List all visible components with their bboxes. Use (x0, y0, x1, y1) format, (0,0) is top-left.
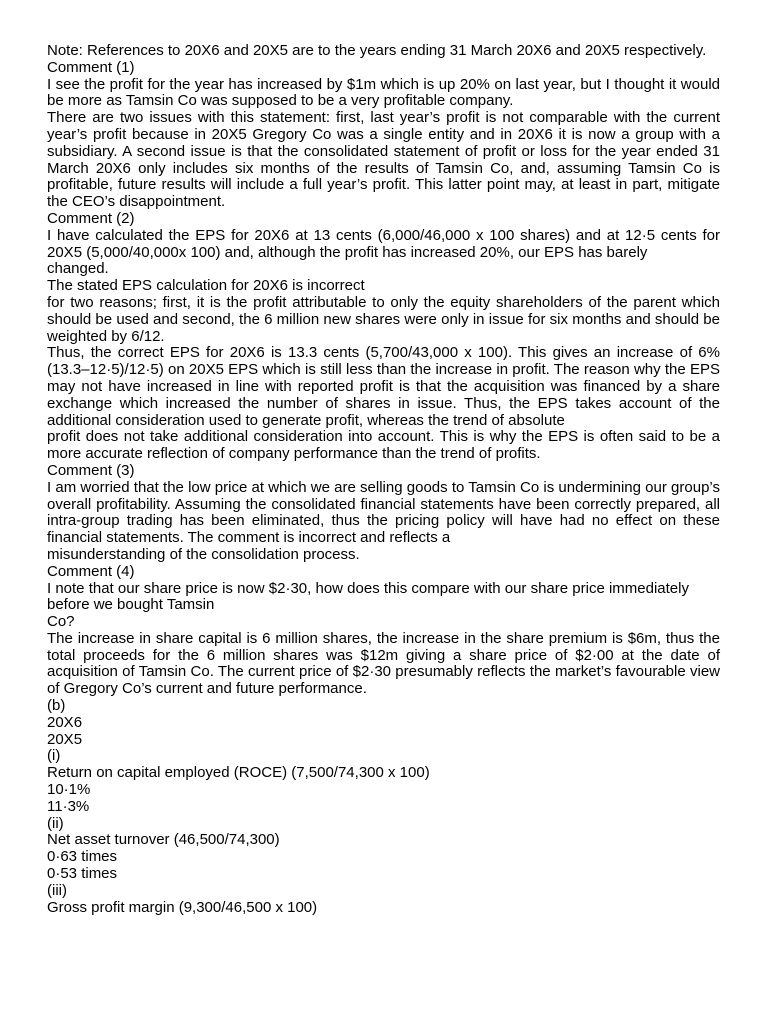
note-paragraph: Note: References to 20X6 and 20X5 are to the years ending 31 March 20X6 and 20X5 respectively. (47, 42, 707, 59)
ratio-1-value-20x6: 10·1% (47, 781, 91, 799)
document-page (47, 43, 720, 916)
ratio-3-label: (iii) (47, 881, 67, 899)
comment-2-response-intro: The stated EPS calculation for 20X6 is incorrect (47, 277, 365, 295)
comment-2-quote: I have calculated the EPS for 20X6 at 13 cents (6,000/46,000 x 100 shares) and at 12·5 cents for 20X5 (5,000/40,000x 100) and, although the profit has increased 20%, our EPS has barely (47, 226, 720, 261)
comment-4-quote-end: Co? (47, 613, 75, 631)
comment-3-text-end: misunderstanding of the consolidation process. (47, 545, 360, 563)
comment-2-heading: Comment (2) (47, 209, 135, 227)
ratio-2-label: (ii) (47, 814, 64, 832)
column-year-20x6: 20X6 (47, 713, 83, 731)
comment-4-response: The increase in share capital is 6 million shares, the increase in the share premium is $6m, thus the total proceeds for the 6 million shares was $12m giving a share price of $2·00 at the date of acquisition of Tamsin Co. The current price of $2·30 presumably reflects the market’s favourable view of Gregory Co’s current and future performance. (47, 629, 720, 698)
comment-2-response-explanation: Thus, the correct EPS for 20X6 is 13.3 cents (5,700/43,000 x 100). This gives an increase of 6% (13.3–12·5)/12·5) on 20X5 EPS which is still less than the increase in profit. The reason why the EPS may not have increased in line with reported profit is that the acquisition was financed by a share exchange which increased the number of shares in issue. Thus, the EPS takes account of the additional consideration used to generate profit, whereas the trend of absolute (47, 344, 720, 429)
comment-1-response: There are two issues with this statement: first, last year’s profit is not comparable with the current year’s profit because in 20X5 Gregory Co was a single entity and in 20X6 it is now a group with a subsidiary. A second issue is that the consolidated statement of profit or loss for the year ended 31 March 20X6 only includes six months of the results of Tamsin Co, and, assuming Tamsin Co is profitable, future results will include a full year’s profit. This latter point may, at least in part, mitigate the CEO’s disappointment. (47, 109, 720, 211)
comment-3-heading: Comment (3) (47, 461, 135, 479)
comment-1-heading: Comment (1) (47, 58, 135, 76)
comment-4-quote: I note that our share price is now $2·30, how does this compare with our share price immediately before we bought Tamsin (47, 579, 689, 614)
comment-3-text: I am worried that the low price at which we are selling goods to Tamsin Co is undermining our group’s overall profitability. Assuming the consolidated financial statements have been correctly prepared, all intra-group trading has been eliminated, thus the pricing policy will have had no effect on these financial statements. The comment is incorrect and reflects a (47, 478, 720, 547)
comment-2-response-reasons: for two reasons; first, it is the profit attributable to only the equity shareholders of the parent which should be used and second, the 6 million new shares were only in issue for six months and should be weighted by 6/12. (47, 293, 720, 345)
comment-4-heading: Comment (4) (47, 562, 135, 580)
column-year-20x5: 20X5 (47, 730, 83, 748)
comment-1-quote: I see the profit for the year has increased by $1m which is up 20% on last year, but I thought it would be more as Tamsin Co was supposed to be a very profitable company. (47, 75, 720, 110)
comment-2-response-conclusion: profit does not take additional consideration into account. This is why the EPS is often said to be a more accurate reflection of company performance than the trend of profits. (47, 428, 720, 463)
ratio-1-label: (i) (47, 747, 61, 765)
comment-2-quote-end: changed. (47, 260, 109, 278)
ratio-2-value-20x5: 0·53 times (47, 865, 118, 883)
ratio-2-name: Net asset turnover (46,500/74,300) (47, 831, 280, 849)
ratio-1-name: Return on capital employed (ROCE) (7,500/74,300 x 100) (47, 764, 430, 782)
part-b-label: (b) (47, 697, 66, 715)
ratio-3-name: Gross profit margin (9,300/46,500 x 100) (47, 898, 318, 916)
ratio-1-value-20x5: 11·3% (47, 797, 90, 815)
ratio-2-value-20x6: 0·63 times (47, 848, 118, 866)
